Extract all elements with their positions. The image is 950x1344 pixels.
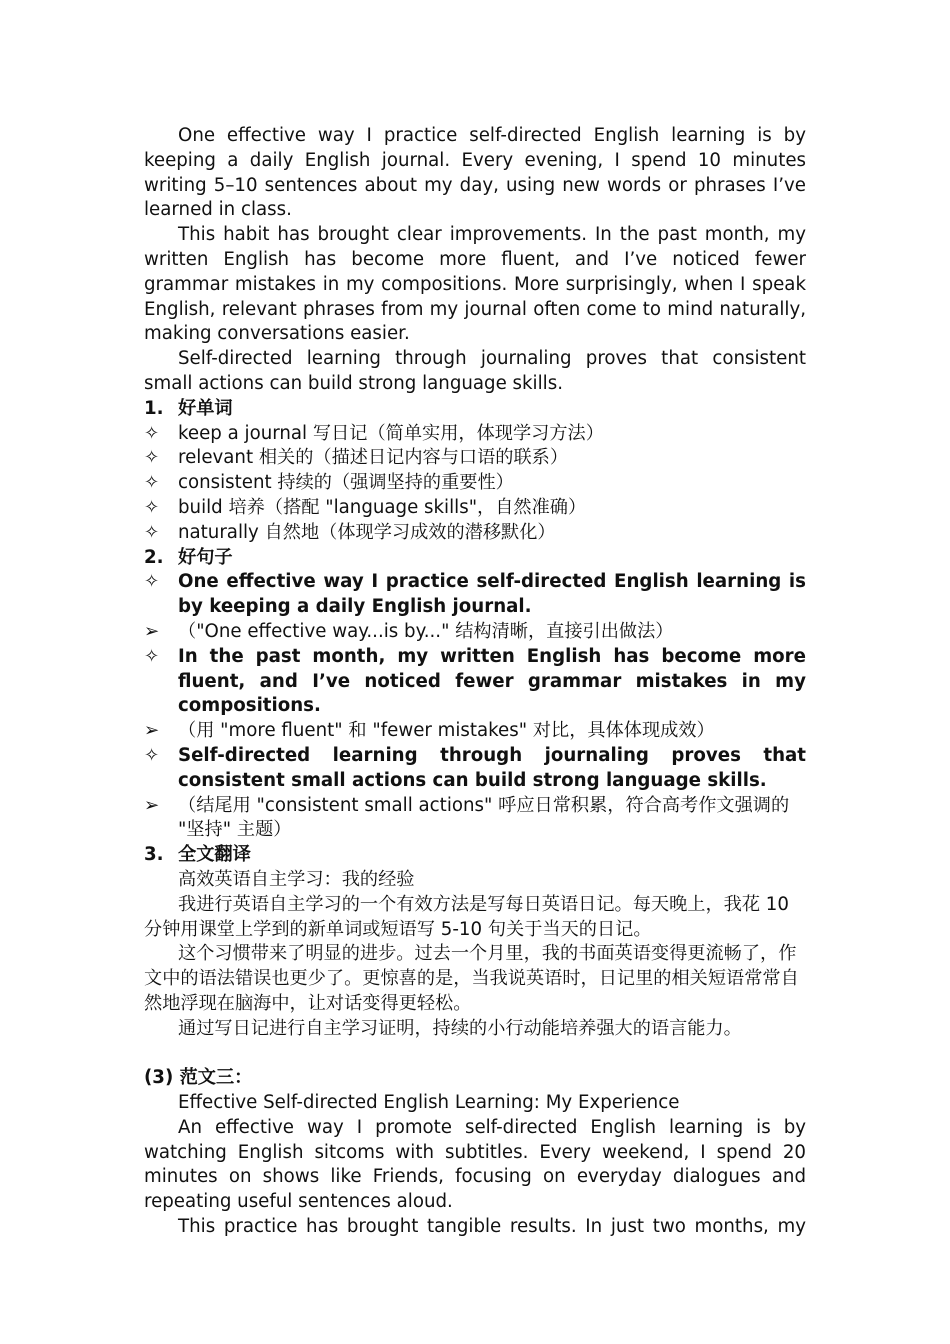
word-item	[144, 446, 806, 471]
sample-3-title: Effective Self-directed English Learning: My Experience	[178, 1092, 680, 1114]
translation-paragraph-1: 我进行英语自主学习的一个有效方法是写每日英语日记。每天晚上，我花 10 分钟用课堂上学到的新单词或短语写 5-10 句关于当天的日记。	[144, 893, 789, 940]
sentence-note	[144, 719, 806, 744]
document-page	[144, 124, 806, 1240]
translation-paragraph-2: 这个习惯带来了明显的进步。过去一个月里，我的书面英语变得更流畅了，作文中的语法错误也更少了。更惊喜的是，当我说英语时，日记里的相关短语常常自然地浮现在脑海中，让对话变得更轻松。	[144, 943, 799, 1014]
section-title: 全文翻译	[178, 844, 251, 866]
word-item-text: consistent 持续的（强调坚持的重要性）	[178, 472, 514, 494]
sentence-note	[144, 620, 806, 645]
good-sentence-text: In the past month, my written English has become more fluent, and I’ve noticed fewer grammar mistakes in my compositions.	[178, 645, 806, 717]
diamond-bullet-icon: ✧	[144, 447, 160, 469]
section-title: 好单词	[178, 397, 233, 419]
diamond-bullet-icon: ✧	[144, 472, 160, 494]
word-item-text: naturally 自然地（体现学习成效的潜移默化）	[178, 521, 556, 543]
bold-diamond-bullet-icon: ✧	[144, 645, 160, 667]
essay-paragraph-2: This habit has brought clear improvements. In the past month, my written English has become more fluent, and I’ve noticed fewer grammar mistakes in my compositions. More surprisingly, when I speak English, relevant phrases from my journal often come to mind naturally, making conversations easier.	[144, 224, 806, 345]
good-sentence-text: One effective way I practice self-directed English learning is by keeping a daily English journal.	[178, 571, 806, 618]
arrow-bullet-icon: ➢	[144, 794, 160, 816]
sentence-note	[144, 794, 806, 844]
sample-3-paragraph-1: An effective way I promote self-directed English learning is by watching English sitcoms with subtitles. Every weekend, I spend 20 minutes on shows like Friends, focusing on everyday dialogues and repeating useful sentences aloud.	[144, 1116, 806, 1213]
good-sentence	[144, 570, 806, 620]
diamond-bullet-icon: ✧	[144, 521, 160, 543]
diamond-bullet-icon: ✧	[144, 496, 160, 518]
section-3-heading	[144, 843, 806, 868]
sentence-note-text: （"One effective way...is by..." 结构清晰，直接引出做法）	[178, 620, 674, 642]
good-sentence	[144, 645, 806, 719]
blank-line	[144, 1041, 806, 1066]
diamond-bullet-icon: ✧	[144, 422, 160, 444]
word-item	[144, 496, 806, 521]
essay-paragraph-1: One effective way I practice self-directed English learning is by keeping a daily English journal. Every evening, I spend 10 minutes writing 5–10 sentences about my day, using new words or phrases I’ve learned in class.	[144, 125, 806, 221]
section-1-heading	[144, 397, 806, 422]
translation-title: 高效英语自主学习：我的经验	[178, 868, 415, 890]
section-number: 1.	[144, 397, 164, 419]
word-item-text: build 培养（搭配 "language skills"，自然准确）	[178, 496, 587, 518]
sentence-note-text: （用 "more fluent" 和 "fewer mistakes" 对比，具体体现成效）	[178, 720, 715, 742]
translation-paragraph-3: 通过写日记进行自主学习证明，持续的小行动能培养强大的语言能力。	[178, 1017, 742, 1039]
section-number: 3.	[144, 844, 164, 866]
good-sentence-text: Self-directed learning through journaling proves that consistent small actions can build strong language skills.	[178, 744, 806, 791]
sample-3-heading: (3) 范文三：	[144, 1067, 253, 1089]
arrow-bullet-icon: ➢	[144, 720, 160, 742]
word-item	[144, 422, 806, 447]
word-item	[144, 521, 806, 546]
arrow-bullet-icon: ➢	[144, 620, 160, 642]
bold-diamond-bullet-icon: ✧	[144, 571, 160, 593]
section-title: 好句子	[178, 546, 233, 568]
sample-3-paragraph-2: This practice has brought tangible results. In just two months, my	[178, 1216, 806, 1238]
sentence-note-text: （结尾用 "consistent small actions" 呼应日常积累，符合高考作文强调的 "坚持" 主题）	[178, 794, 790, 841]
section-number: 2.	[144, 546, 164, 568]
word-item-text: keep a journal 写日记（简单实用，体现学习方法）	[178, 422, 604, 444]
word-item-text: relevant 相关的（描述日记内容与口语的联系）	[178, 447, 569, 469]
section-2-heading	[144, 546, 806, 571]
bold-diamond-bullet-icon: ✧	[144, 744, 160, 766]
essay-paragraph-3: Self-directed learning through journaling proves that consistent small actions can build strong language skills.	[144, 348, 806, 394]
word-item	[144, 471, 806, 496]
good-sentence	[144, 744, 806, 794]
